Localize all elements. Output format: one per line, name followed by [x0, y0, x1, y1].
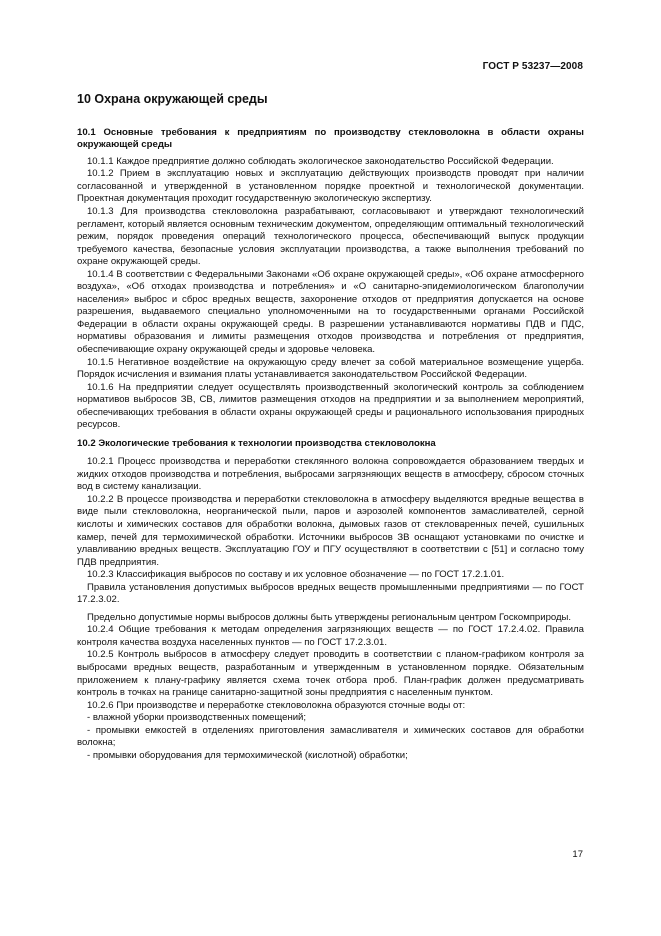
paragraph: 10.1.6 На предприятии следует осуществлять производственный экологический контроль за соблюдением нормативов выбросов ЗВ, СВ, лимитов размещения отходов на предприятии и за выполнением мероприятий, обеспечивающих требования в области охраны окружающей среды и рационального использования природных ресурсов.	[77, 381, 584, 431]
paragraph: 10.2.1 Процесс производства и переработки стеклянного волокна сопровождается образованием твердых и жидких отходов производства и потребления, выбросами загрязняющих веществ в атмосферу, сбросом сточных вод в систему канализации.	[77, 456, 584, 493]
paragraph: 10.1.2 Прием в эксплуатацию новых и эксплуатацию действующих производств проводят при наличии согласованной и утвержденной в установленном порядке проектной и технологической документации. Проектная документация проходит государственную экологическую экспертизу.	[77, 168, 584, 205]
paragraph: 10.2.3 Классификация выбросов по составу и их условное обозначение — по ГОСТ 17.2.1.01.	[87, 569, 505, 581]
paragraph: 10.2.4 Общие требования к методам определения загрязняющих веществ — по ГОСТ 17.2.4.02. Правила контроля качества воздуха населенных пунктов — по ГОСТ 17.2.3.01.	[77, 624, 584, 648]
list-item: - промывки оборудования для термохимической (кислотной) обработки;	[87, 749, 408, 761]
page-content	[77, 92, 584, 762]
paragraph: Правила установления допустимых выбросов вредных веществ промышленными предприятиями — по ГОСТ 17.2.3.02.	[77, 581, 584, 606]
paragraph: Предельно допустимые нормы выбросов должны быть утверждены региональным центром Госкомприроды.	[87, 611, 572, 623]
list-item: - промывки емкостей в отделениях приготовления замасливателя и химических составов для обработки волокна;	[77, 724, 584, 749]
page-number: 17	[572, 849, 583, 860]
paragraph: 10.1.5 Негативное воздействие на окружающую среду влечет за собой материальное возмещение ущерба. Порядок исчисления и взимания платы устанавливается законодательством Российской Федерации.	[77, 356, 584, 381]
subsection-title: 10.2 Экологические требования к технологии производства стекловолокна	[77, 437, 436, 449]
document-id: ГОСТ Р 53237—2008	[482, 61, 583, 72]
paragraph: 10.2.5 Контроль выбросов в атмосферу следует проводить в соответствии с планом-графиком контроля за выбросами вредных веществ, разработанным и утвержденным в установленном порядке. Обязательным приложением к плану-графику является схема точек отбора проб. План-график должен предусматривать контроль в точках на границе санитарно-защитной зоны предприятия с населенным пунктом.	[77, 649, 584, 699]
paragraph: 10.1.3 Для производства стекловолокна разрабатывают, согласовывают и утверждают технологический регламент, который является основным техническим документом, определяющим оптимальный технологический режим, порядок проведения операций технологического процесса, обеспечивающий выпуск продукции требуемого качества, безопасные условия эксплуатации производства, а также выполнения требований по охране окружающей среды.	[77, 206, 584, 268]
paragraph: 10.2.2 В процессе производства и переработки стекловолокна в атмосферу выделяются вредные вещества в виде пыли стекловолокна, неорганической пыли, паров и аэрозолей компонентов замасливателей, серной кислоты и химических составов для обработки волокна, дымовых газов от стекловаренных печей, сушильных камер, печей для термохимической обработки. Источники выбросов ЗВ оснащают установками по очистке и улавливанию вредных веществ. Эксплуатацию ГОУ и ПГУ осуществляют в соответствии с [51] и согласно тому ПДВ предприятия.	[77, 493, 584, 568]
paragraph: 10.2.6 При производстве и переработке стекловолокна образуются сточные воды от:	[87, 699, 466, 711]
paragraph: 10.1.4 В соответствии с Федеральными Законами «Об охране окружающей среды», «Об охране атмосферного воздуха», «Об отходах производства и потребления» и «О санитарно-эпидемиологическом благополучии населения» выброс и сброс вредных веществ, захоронение отходов от предприятия допускается на основе разрешения, выдаваемого специально уполномоченными на то государственными органами Российской Федерации в области охраны окружающей среды. В разрешении устанавливаются нормативы ПДВ и ПДС, нормативы образования и лимиты размещения отходов производства и потребления от предприятия, обеспечивающие охрану окружающей среды и здоровье человека.	[77, 268, 584, 356]
subsection-title: 10.1 Основные требования к предприятиям по производству стекловолокна в области охраны окружающей среды	[77, 127, 584, 151]
section-title: 10 Охрана окружающей среды	[77, 92, 268, 106]
paragraph: 10.1.1 Каждое предприятие должно соблюдать экологическое законодательство Российской Федерации.	[87, 155, 554, 167]
list-item: - влажной уборки производственных помещений;	[87, 712, 307, 724]
